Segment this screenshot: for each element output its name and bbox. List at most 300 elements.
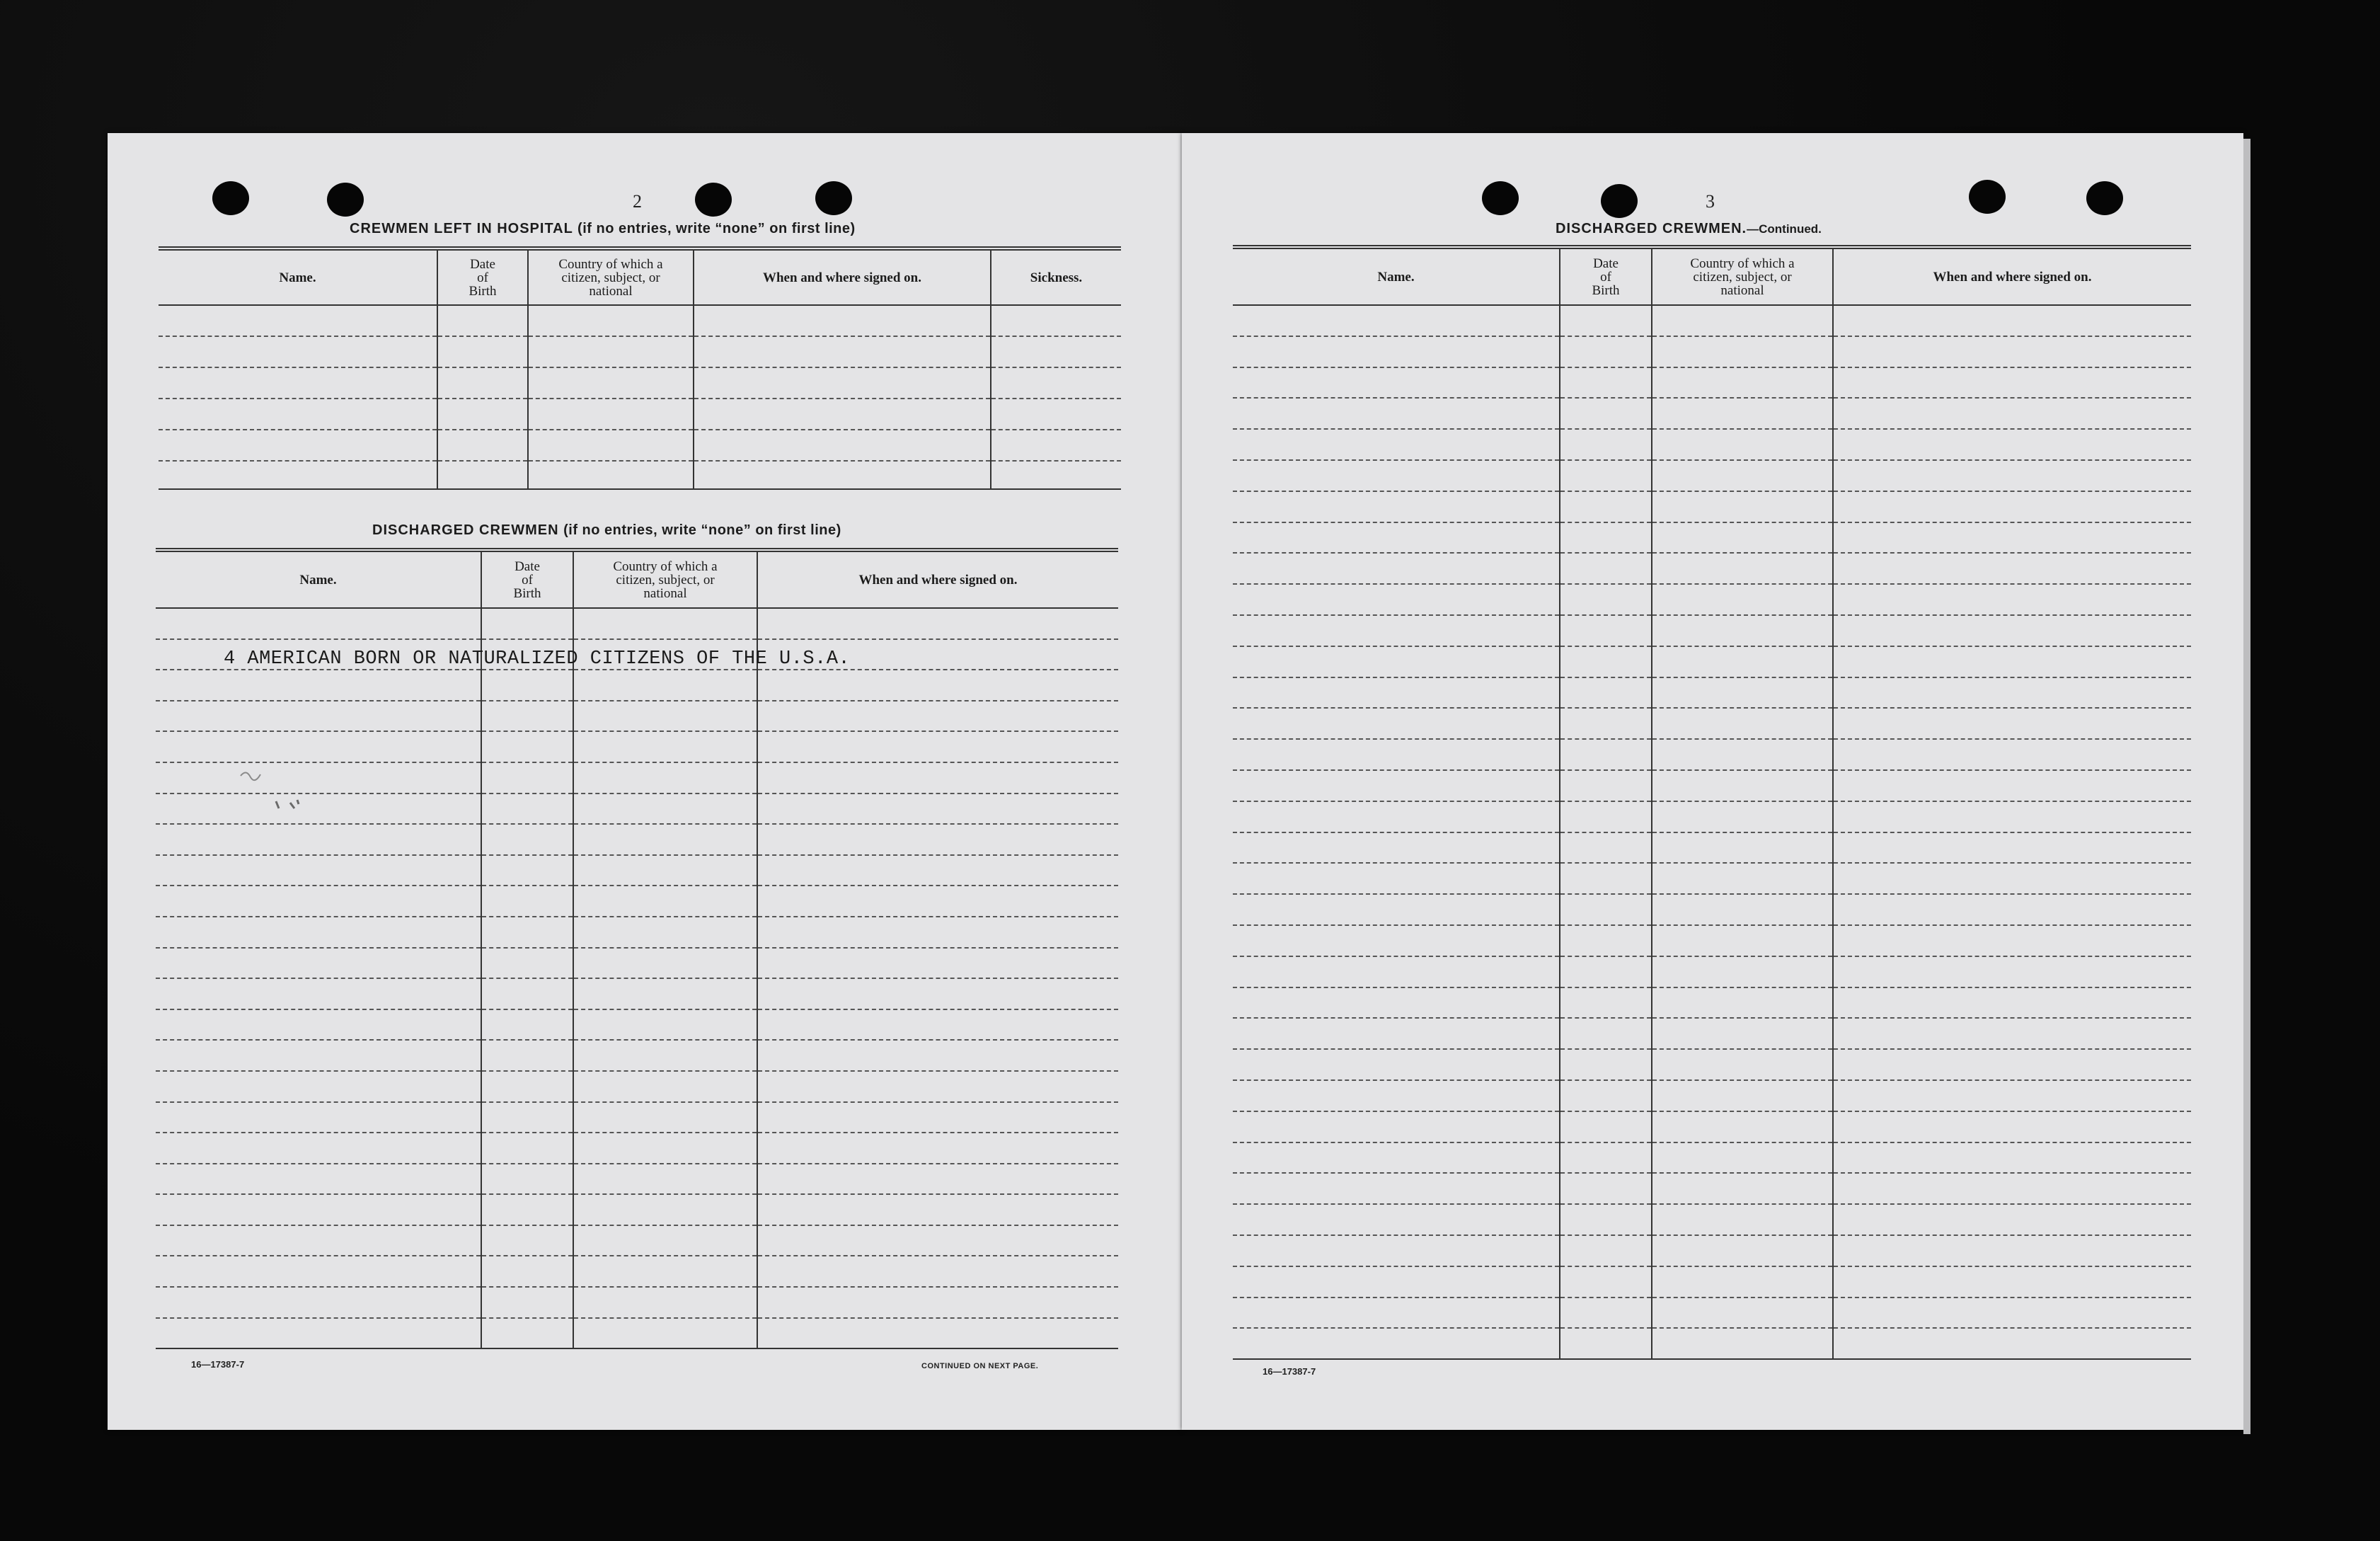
name-cell[interactable]: [1233, 1204, 1560, 1235]
dob-cell[interactable]: [1560, 832, 1652, 864]
col-header-signed-on: When and where signed on.: [757, 550, 1118, 608]
signed-on-cell[interactable]: [757, 1040, 1118, 1071]
signed-on-cell[interactable]: [757, 731, 1118, 762]
country-cell[interactable]: [1652, 1049, 1833, 1080]
country-cell[interactable]: [1652, 956, 1833, 987]
name-cell[interactable]: [156, 731, 481, 762]
name-cell[interactable]: [156, 1225, 481, 1256]
dob-cell[interactable]: [1560, 677, 1652, 709]
dob-cell[interactable]: [481, 1164, 573, 1195]
country-cell[interactable]: [528, 305, 694, 336]
signed-on-cell[interactable]: [757, 1164, 1118, 1195]
country-cell[interactable]: [1652, 336, 1833, 367]
country-cell[interactable]: [573, 794, 757, 825]
table-row: [156, 731, 1118, 762]
dob-cell[interactable]: [1560, 398, 1652, 429]
table-row: [1233, 863, 2191, 894]
signed-on-cell[interactable]: [1833, 801, 2191, 832]
table-row: [156, 1194, 1118, 1225]
country-cell[interactable]: [1652, 987, 1833, 1019]
signed-on-cell[interactable]: [1833, 553, 2191, 584]
name-cell[interactable]: [159, 305, 437, 336]
country-cell[interactable]: [528, 461, 694, 489]
dob-cell[interactable]: [1560, 646, 1652, 677]
name-cell[interactable]: [1233, 987, 1560, 1019]
country-cell[interactable]: [1652, 1111, 1833, 1142]
table-row: [156, 1318, 1118, 1349]
col-header-country: [573, 550, 757, 608]
signed-on-cell[interactable]: [1833, 1111, 2191, 1142]
country-cell[interactable]: [1652, 584, 1833, 615]
country-cell[interactable]: [573, 978, 757, 1009]
name-cell[interactable]: [1233, 1297, 1560, 1329]
signed-on-cell[interactable]: [757, 701, 1118, 732]
signed-on-cell[interactable]: [694, 367, 991, 399]
header-line: Birth: [1592, 282, 1620, 298]
col-header-date-of-birth: [481, 550, 573, 608]
name-cell[interactable]: [1233, 1235, 1560, 1266]
name-cell[interactable]: [156, 1256, 481, 1287]
dob-cell[interactable]: [1560, 770, 1652, 801]
table-row: [1233, 925, 2191, 956]
country-cell[interactable]: [573, 701, 757, 732]
country-cell[interactable]: [528, 399, 694, 430]
signed-on-cell[interactable]: [1833, 739, 2191, 770]
dob-cell[interactable]: [481, 1009, 573, 1041]
name-cell[interactable]: [1233, 367, 1560, 399]
country-cell[interactable]: [1652, 832, 1833, 864]
signed-on-cell[interactable]: [694, 305, 991, 336]
header-line: national: [589, 283, 633, 299]
signed-on-cell[interactable]: [757, 1287, 1118, 1318]
country-cell[interactable]: [573, 1102, 757, 1133]
signed-on-cell[interactable]: [1833, 987, 2191, 1019]
country-cell[interactable]: [573, 948, 757, 979]
dob-cell[interactable]: [1560, 615, 1652, 646]
name-cell[interactable]: [1233, 1328, 1560, 1359]
dob-cell[interactable]: [1560, 367, 1652, 399]
table-row: [1233, 1049, 2191, 1080]
name-cell[interactable]: [1233, 739, 1560, 770]
dob-cell[interactable]: [1560, 553, 1652, 584]
country-cell[interactable]: [1652, 1266, 1833, 1297]
name-cell[interactable]: [156, 1009, 481, 1041]
country-cell[interactable]: [1652, 1235, 1833, 1266]
signed-on-cell[interactable]: [1833, 584, 2191, 615]
name-cell[interactable]: [159, 367, 437, 399]
header-line: national: [1720, 282, 1764, 298]
dob-cell[interactable]: [1560, 739, 1652, 770]
country-cell[interactable]: [573, 917, 757, 948]
discharged-title-note: (if no entries, write “none” on first line): [563, 522, 841, 538]
dob-cell[interactable]: [1560, 336, 1652, 367]
signed-on-cell[interactable]: [1833, 770, 2191, 801]
name-cell[interactable]: [156, 978, 481, 1009]
country-cell[interactable]: [1652, 1297, 1833, 1329]
name-cell[interactable]: [156, 824, 481, 855]
signed-on-cell[interactable]: [757, 855, 1118, 886]
signed-on-cell[interactable]: [1833, 367, 2191, 399]
country-cell[interactable]: [1652, 801, 1833, 832]
dob-cell[interactable]: [437, 367, 528, 399]
dob-cell[interactable]: [1560, 1297, 1652, 1329]
signed-on-cell[interactable]: [757, 886, 1118, 917]
table-row: [156, 701, 1118, 732]
signed-on-cell[interactable]: [1833, 1173, 2191, 1204]
country-cell[interactable]: [573, 762, 757, 794]
country-cell[interactable]: [1652, 708, 1833, 739]
signed-on-cell[interactable]: [757, 1102, 1118, 1133]
dob-cell[interactable]: [437, 305, 528, 336]
dob-cell[interactable]: [1560, 1173, 1652, 1204]
signed-on-cell[interactable]: [694, 399, 991, 430]
dob-cell[interactable]: [481, 1256, 573, 1287]
country-cell[interactable]: [573, 1287, 757, 1318]
dob-cell[interactable]: [1560, 987, 1652, 1019]
dob-cell[interactable]: [1560, 522, 1652, 554]
name-cell[interactable]: [1233, 460, 1560, 491]
signed-on-cell[interactable]: [1833, 398, 2191, 429]
dob-cell[interactable]: [1560, 460, 1652, 491]
dob-cell[interactable]: [1560, 925, 1652, 956]
dob-cell[interactable]: [481, 762, 573, 794]
name-cell[interactable]: [1233, 1080, 1560, 1111]
dob-cell[interactable]: [1560, 1204, 1652, 1235]
signed-on-cell[interactable]: [757, 794, 1118, 825]
table-row: [1233, 1142, 2191, 1174]
country-cell[interactable]: [573, 1194, 757, 1225]
name-cell[interactable]: [156, 948, 481, 979]
col-header-signed-on: When and where signed on.: [1833, 247, 2191, 305]
dob-cell[interactable]: [481, 978, 573, 1009]
header-line: citizen, subject, or: [561, 270, 660, 285]
signed-on-cell[interactable]: [1833, 1142, 2191, 1174]
country-cell[interactable]: [1652, 398, 1833, 429]
signed-on-cell[interactable]: [757, 1225, 1118, 1256]
signed-on-cell[interactable]: [1833, 925, 2191, 956]
name-cell[interactable]: [1233, 336, 1560, 367]
signed-on-cell[interactable]: [1833, 491, 2191, 522]
name-cell[interactable]: [159, 461, 437, 489]
signed-on-cell[interactable]: [1833, 677, 2191, 709]
name-cell[interactable]: [1233, 863, 1560, 894]
name-cell[interactable]: [156, 1102, 481, 1133]
dob-cell[interactable]: [481, 1133, 573, 1164]
name-cell[interactable]: [156, 1287, 481, 1318]
country-cell[interactable]: [528, 430, 694, 461]
country-cell[interactable]: [573, 1133, 757, 1164]
dob-cell[interactable]: [481, 1287, 573, 1318]
name-cell[interactable]: [1233, 677, 1560, 709]
dob-cell[interactable]: [437, 461, 528, 489]
dob-cell[interactable]: [1560, 584, 1652, 615]
country-cell[interactable]: [1652, 460, 1833, 491]
name-cell[interactable]: [1233, 925, 1560, 956]
country-cell[interactable]: [1652, 1173, 1833, 1204]
signed-on-cell[interactable]: [757, 1318, 1118, 1349]
header-line: citizen, subject, or: [1693, 269, 1792, 285]
country-cell[interactable]: [1652, 615, 1833, 646]
dob-cell[interactable]: [481, 1040, 573, 1071]
dob-cell[interactable]: [481, 1194, 573, 1225]
table-row: [156, 1071, 1118, 1102]
country-cell[interactable]: [1652, 1018, 1833, 1049]
name-cell[interactable]: [156, 1318, 481, 1349]
dob-cell[interactable]: [1560, 1142, 1652, 1174]
signed-on-cell[interactable]: [757, 948, 1118, 979]
dob-cell[interactable]: [437, 336, 528, 367]
signed-on-cell[interactable]: [694, 336, 991, 367]
dob-cell[interactable]: [481, 608, 573, 639]
signed-on-cell[interactable]: [1833, 1080, 2191, 1111]
signed-on-cell[interactable]: [1833, 708, 2191, 739]
country-cell[interactable]: [1652, 1080, 1833, 1111]
country-cell[interactable]: [1652, 1142, 1833, 1174]
table-row: [156, 1164, 1118, 1195]
dob-cell[interactable]: [481, 731, 573, 762]
name-cell[interactable]: [1233, 398, 1560, 429]
country-cell[interactable]: [573, 824, 757, 855]
signed-on-cell[interactable]: [757, 1009, 1118, 1041]
dob-cell[interactable]: [1560, 1049, 1652, 1080]
table-row: [1233, 1235, 2191, 1266]
signed-on-cell[interactable]: [1833, 1266, 2191, 1297]
dob-cell[interactable]: [481, 794, 573, 825]
signed-on-cell[interactable]: [1833, 832, 2191, 864]
sickness-cell[interactable]: [991, 367, 1121, 399]
dob-cell[interactable]: [481, 917, 573, 948]
name-cell[interactable]: [156, 701, 481, 732]
dob-cell[interactable]: [1560, 863, 1652, 894]
sickness-cell[interactable]: [991, 461, 1121, 489]
col-header-date-of-birth: [437, 248, 528, 305]
country-cell[interactable]: [573, 1040, 757, 1071]
dob-cell[interactable]: [1560, 894, 1652, 925]
table-row: [1233, 1111, 2191, 1142]
name-cell[interactable]: [156, 886, 481, 917]
signed-on-cell[interactable]: [757, 608, 1118, 639]
name-cell[interactable]: [156, 855, 481, 886]
name-cell[interactable]: [1233, 584, 1560, 615]
table-row: [156, 824, 1118, 855]
name-cell[interactable]: [156, 1040, 481, 1071]
dob-cell[interactable]: [481, 1071, 573, 1102]
country-cell[interactable]: [1652, 894, 1833, 925]
name-cell[interactable]: [156, 608, 481, 639]
name-cell[interactable]: [1233, 615, 1560, 646]
name-cell[interactable]: [156, 917, 481, 948]
name-cell[interactable]: [156, 1071, 481, 1102]
signed-on-cell[interactable]: [694, 461, 991, 489]
header-line: citizen, subject, or: [616, 572, 715, 588]
dob-cell[interactable]: [481, 670, 573, 701]
table-row: [1233, 1018, 2191, 1049]
name-cell[interactable]: [159, 336, 437, 367]
sickness-cell[interactable]: [991, 430, 1121, 461]
signed-on-cell[interactable]: [1833, 522, 2191, 554]
name-cell[interactable]: [1233, 832, 1560, 864]
signed-on-cell[interactable]: [757, 824, 1118, 855]
name-cell[interactable]: [1233, 1049, 1560, 1080]
dob-cell[interactable]: [481, 948, 573, 979]
form-code: 16—17387-7: [1263, 1366, 1316, 1377]
signed-on-cell[interactable]: [1833, 646, 2191, 677]
table-row: [159, 430, 1121, 461]
dob-cell[interactable]: [1560, 1235, 1652, 1266]
country-cell[interactable]: [1652, 770, 1833, 801]
name-cell[interactable]: [1233, 429, 1560, 460]
signed-on-cell[interactable]: [1833, 1328, 2191, 1359]
table-row: [156, 1287, 1118, 1318]
dob-cell[interactable]: [481, 1225, 573, 1256]
table-row: [1233, 708, 2191, 739]
signed-on-cell[interactable]: [757, 1256, 1118, 1287]
sickness-cell[interactable]: [991, 336, 1121, 367]
header-line: Birth: [513, 585, 541, 601]
country-cell[interactable]: [573, 1318, 757, 1349]
header-line: national: [643, 585, 687, 601]
country-cell[interactable]: [1652, 305, 1833, 336]
country-cell[interactable]: [1652, 1328, 1833, 1359]
dob-cell[interactable]: [1560, 801, 1652, 832]
sickness-cell[interactable]: [991, 399, 1121, 430]
dob-cell[interactable]: [1560, 429, 1652, 460]
dob-cell[interactable]: [1560, 1080, 1652, 1111]
name-cell[interactable]: [159, 430, 437, 461]
name-cell[interactable]: [1233, 708, 1560, 739]
name-cell[interactable]: [156, 670, 481, 701]
hospital-section-title: [350, 221, 856, 237]
country-cell[interactable]: [573, 1256, 757, 1287]
discharged-title-text: DISCHARGED CREWMEN: [372, 522, 559, 538]
name-cell[interactable]: [1233, 956, 1560, 987]
signed-on-cell[interactable]: [757, 670, 1118, 701]
dob-cell[interactable]: [1560, 956, 1652, 987]
country-cell[interactable]: [1652, 553, 1833, 584]
signed-on-cell[interactable]: [757, 762, 1118, 794]
name-cell[interactable]: [1233, 491, 1560, 522]
name-cell[interactable]: [1233, 894, 1560, 925]
form-code: 16—17387-7: [191, 1359, 245, 1370]
table-row: [159, 399, 1121, 430]
signed-on-cell[interactable]: [1833, 1204, 2191, 1235]
country-cell[interactable]: [1652, 677, 1833, 709]
dob-cell[interactable]: [1560, 1328, 1652, 1359]
signed-on-cell[interactable]: [1833, 305, 2191, 336]
signed-on-cell[interactable]: [757, 978, 1118, 1009]
name-cell[interactable]: [1233, 1142, 1560, 1174]
signed-on-cell[interactable]: [757, 917, 1118, 948]
dob-cell[interactable]: [437, 399, 528, 430]
name-cell[interactable]: [1233, 553, 1560, 584]
name-cell[interactable]: [1233, 305, 1560, 336]
country-cell[interactable]: [1652, 522, 1833, 554]
signed-on-cell[interactable]: [757, 1071, 1118, 1102]
country-cell[interactable]: [1652, 646, 1833, 677]
dob-cell[interactable]: [1560, 708, 1652, 739]
name-cell[interactable]: [1233, 1018, 1560, 1049]
signed-on-cell[interactable]: [1833, 460, 2191, 491]
signed-on-cell[interactable]: [1833, 1049, 2191, 1080]
country-cell[interactable]: [1652, 367, 1833, 399]
signed-on-cell[interactable]: [1833, 956, 2191, 987]
dob-cell[interactable]: [1560, 1111, 1652, 1142]
name-cell[interactable]: [156, 1194, 481, 1225]
name-cell[interactable]: [1233, 1111, 1560, 1142]
country-cell[interactable]: [573, 1164, 757, 1195]
country-cell[interactable]: [573, 731, 757, 762]
country-cell[interactable]: [1652, 739, 1833, 770]
signed-on-cell[interactable]: [1833, 429, 2191, 460]
country-cell[interactable]: [573, 1071, 757, 1102]
signed-on-cell[interactable]: [757, 1133, 1118, 1164]
country-cell[interactable]: [1652, 491, 1833, 522]
table-row: [1233, 1297, 2191, 1329]
signed-on-cell[interactable]: [1833, 1018, 2191, 1049]
signed-on-cell[interactable]: [1833, 863, 2191, 894]
signed-on-cell[interactable]: [1833, 1235, 2191, 1266]
name-cell[interactable]: [156, 1164, 481, 1195]
signed-on-cell[interactable]: [757, 1194, 1118, 1225]
dob-cell[interactable]: [1560, 1018, 1652, 1049]
name-cell[interactable]: [1233, 522, 1560, 554]
table-row: [1233, 491, 2191, 522]
country-cell[interactable]: [573, 855, 757, 886]
dob-cell[interactable]: [437, 430, 528, 461]
sickness-cell[interactable]: [991, 305, 1121, 336]
name-cell[interactable]: [1233, 801, 1560, 832]
country-cell[interactable]: [1652, 429, 1833, 460]
country-cell[interactable]: [573, 1225, 757, 1256]
dob-cell[interactable]: [481, 886, 573, 917]
table-row: [1233, 1080, 2191, 1111]
country-cell[interactable]: [1652, 863, 1833, 894]
dob-cell[interactable]: [1560, 305, 1652, 336]
signed-on-cell[interactable]: [1833, 336, 2191, 367]
country-cell[interactable]: [528, 336, 694, 367]
dob-cell[interactable]: [1560, 1266, 1652, 1297]
dob-cell[interactable]: [1560, 491, 1652, 522]
country-cell[interactable]: [573, 608, 757, 639]
country-cell[interactable]: [573, 886, 757, 917]
table-row: [159, 367, 1121, 399]
header-line: Date: [1593, 256, 1619, 271]
name-cell[interactable]: [1233, 770, 1560, 801]
dob-cell[interactable]: [481, 1102, 573, 1133]
dob-cell[interactable]: [481, 1318, 573, 1349]
name-cell[interactable]: [1233, 646, 1560, 677]
dob-cell[interactable]: [481, 824, 573, 855]
signed-on-cell[interactable]: [694, 430, 991, 461]
country-cell[interactable]: [1652, 925, 1833, 956]
signed-on-cell[interactable]: [1833, 894, 2191, 925]
signed-on-cell[interactable]: [1833, 1297, 2191, 1329]
name-cell[interactable]: [156, 1133, 481, 1164]
name-cell[interactable]: [159, 399, 437, 430]
country-cell[interactable]: [573, 1009, 757, 1041]
dob-cell[interactable]: [481, 855, 573, 886]
punch-hole: [815, 181, 852, 215]
dob-cell[interactable]: [481, 701, 573, 732]
country-cell[interactable]: [528, 367, 694, 399]
signed-on-cell[interactable]: [1833, 615, 2191, 646]
header-line: of: [1600, 269, 1611, 285]
country-cell[interactable]: [1652, 1204, 1833, 1235]
name-cell[interactable]: [1233, 1173, 1560, 1204]
country-cell[interactable]: [573, 670, 757, 701]
header-line: Country of which a: [558, 256, 663, 272]
name-cell[interactable]: [1233, 1266, 1560, 1297]
